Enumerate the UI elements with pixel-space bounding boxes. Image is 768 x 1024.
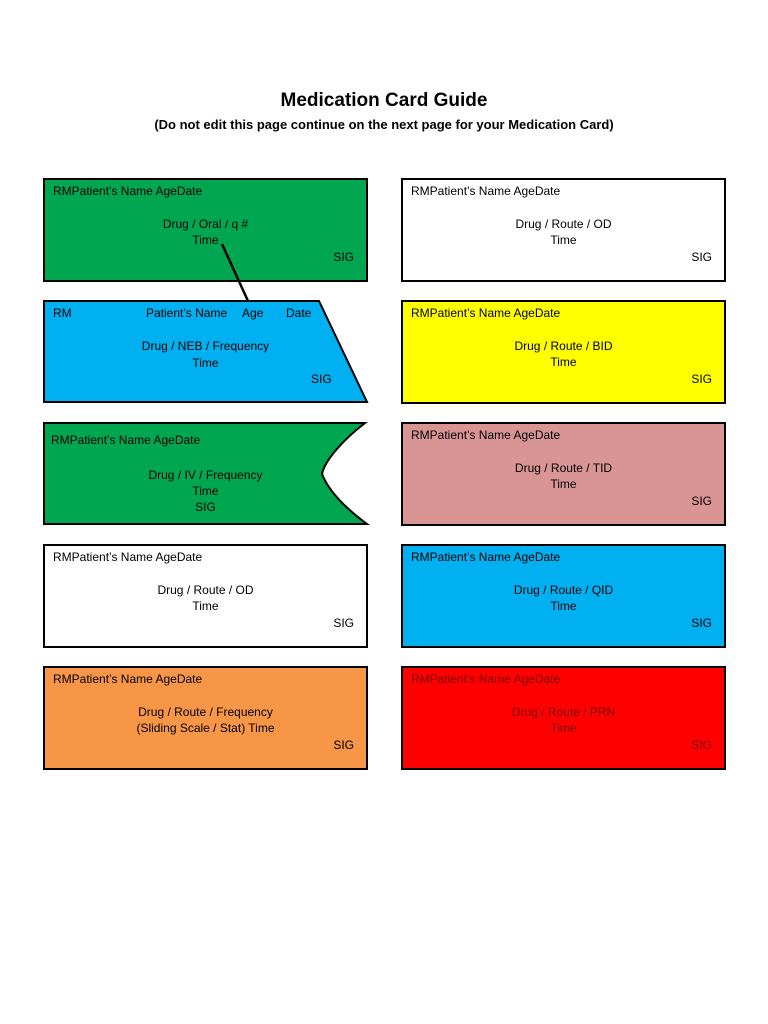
card-header: RMPatient’s Name AgeDate [51, 433, 201, 447]
card-line-drug: Drug / IV / Frequency [148, 468, 263, 482]
card-body [45, 704, 366, 736]
card-header: RMPatient’s Name AgeDate [411, 184, 561, 198]
card-neb-date: Date [286, 306, 312, 320]
card-line-drug: Drug / Route / OD [157, 583, 254, 597]
card-line-time: Time [550, 355, 577, 369]
card-line-drug: Drug / Route / BID [514, 339, 613, 353]
card-tid [401, 422, 726, 526]
card-sig: SIG [691, 738, 712, 752]
card-line-time: Time [550, 477, 577, 491]
card-body [403, 216, 724, 248]
card-sig: SIG [691, 372, 712, 386]
card-header: RMPatient’s Name AgeDate [411, 550, 561, 564]
card-line-time: Time [192, 484, 219, 498]
page-subtitle: (Do not edit this page continue on the next page for your Medication Card) [154, 117, 614, 132]
card-iv [43, 422, 368, 526]
card-neb [43, 300, 368, 404]
card-body [43, 467, 368, 515]
card-line-drug: Drug / Route / TID [514, 461, 613, 475]
card-line-drug: Drug / Route / PRN [511, 705, 616, 719]
card-line-drug: Drug / Route / OD [515, 217, 612, 231]
card-header: RMPatient’s Name AgeDate [411, 672, 561, 686]
card-od-right [401, 178, 726, 282]
card-header: RMPatient’s Name AgeDate [53, 672, 203, 686]
card-line-time: Time [550, 599, 577, 613]
card-frequency [43, 666, 368, 770]
card-line-drug: Drug / NEB / Frequency [141, 339, 270, 353]
card-header: RMPatient’s Name AgeDate [53, 550, 203, 564]
card-neb-age: Age [242, 306, 264, 320]
card-line-time: Time [192, 599, 219, 613]
card-sig: SIG [691, 494, 712, 508]
card-body [403, 704, 724, 736]
card-neb-patient: Patient’s Name [146, 306, 228, 320]
card-line-time: Time [192, 233, 219, 247]
card-body [45, 582, 366, 614]
card-line-time: Time [192, 356, 219, 370]
card-body [43, 338, 368, 372]
card-od-left [43, 544, 368, 648]
card-qid [401, 544, 726, 648]
card-line-drug: Drug / Route / QID [513, 583, 614, 597]
card-sig: SIG [333, 738, 354, 752]
card-line-drug: Drug / Route / Frequency [138, 705, 273, 719]
card-sig: SIG [195, 500, 216, 514]
card-line-time: (Sliding Scale / Stat) Time [136, 721, 275, 735]
card-sig: SIG [311, 372, 332, 386]
card-body [403, 338, 724, 370]
card-prn [401, 666, 726, 770]
card-sig: SIG [333, 616, 354, 630]
card-body [403, 582, 724, 614]
card-sig: SIG [691, 616, 712, 630]
card-line-drug: Drug / Oral / q # [162, 217, 249, 231]
card-header: RMPatient’s Name AgeDate [411, 428, 561, 442]
card-sig: SIG [333, 250, 354, 264]
card-line-time: Time [550, 233, 577, 247]
card-sig: SIG [691, 250, 712, 264]
card-header: RMPatient’s Name AgeDate [411, 306, 561, 320]
card-neb-rm: RM [53, 306, 72, 320]
card-body [403, 460, 724, 492]
card-line-time: Time [550, 721, 577, 735]
card-header: RMPatient’s Name AgeDate [53, 184, 203, 198]
card-bid [401, 300, 726, 404]
page-title: Medication Card Guide [280, 90, 488, 111]
